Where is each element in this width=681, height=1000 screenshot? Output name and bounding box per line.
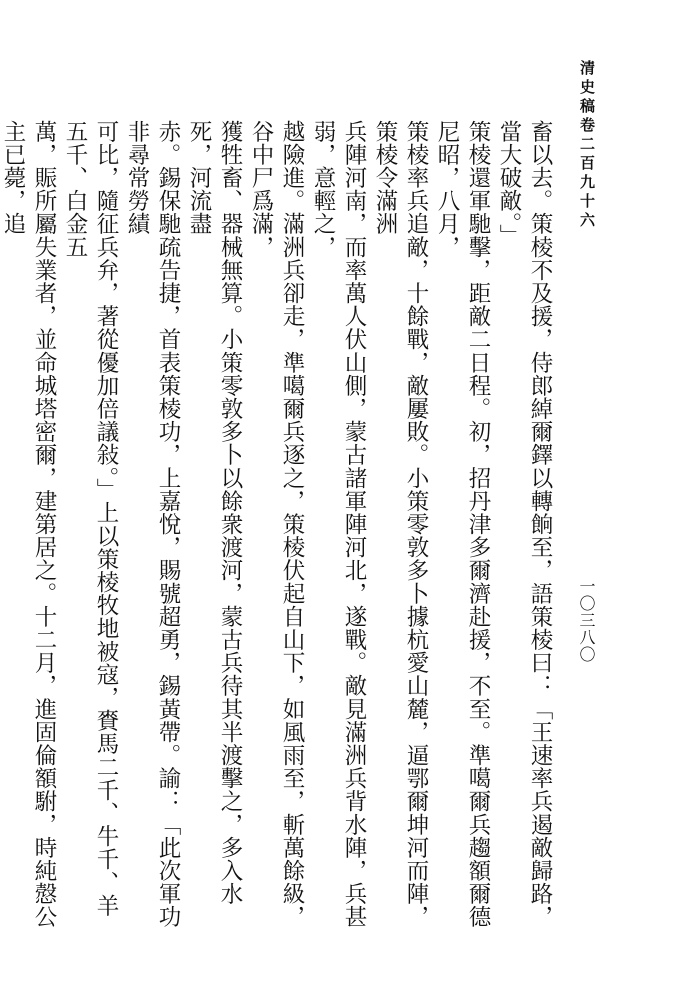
text-line: 可比，隨征兵弁，著從優加倍議敍。」上以策棱牧地被寇，賚馬二千、牛千、羊五千、白金五 (62, 120, 119, 918)
running-header: 清史稿卷二百九十六 (578, 60, 596, 231)
text-line: 兵陣河南，而率萬人伏山側，蒙古諸軍陣河北，遂戰。敵見滿洲兵背水陣，兵甚弱，意輕之， (310, 120, 367, 929)
page-number: 一〇三八〇 (577, 578, 596, 663)
text-line: 越險進。滿洲兵卻走，準噶爾兵逐之，策棱伏起自山下，如風雨至，斬萬餘級，谷中尸爲滿， (248, 120, 305, 929)
text-line: 策棱率兵追敵，十餘戰，敵屢敗。小策零敦多卜據杭愛山麓，逼鄂爾坤河而陣，策棱令滿洲 (372, 120, 429, 929)
text-line: 赤。錫保馳疏告捷，首表策棱功，上嘉悅，賜號超勇，錫黃帶。諭：「此次軍功非尋常勞績 (124, 120, 181, 929)
text-line: 策棱還軍馳擊，距敵二日程。初，招丹津多爾濟赴援，不至。準噶爾兵趨額爾德尼昭，八月， (434, 120, 491, 929)
text-line: 畜以去。策棱不及援，侍郎綽爾鐸以轉餉至，語策棱曰：「王速率兵遏敵歸路，當大破敵。」 (496, 120, 553, 929)
main-text (0, 120, 555, 930)
text-line: 獲牲畜、器械無算。小策零敦多卜以餘衆渡河，蒙古兵待其半渡擊之，多入水死，河流盡 (186, 120, 243, 906)
text-line: 萬，賑所屬失業者，並命城塔密爾，建第居之。十二月，進固倫額駙，時純慤公主已薨，追 (0, 120, 57, 929)
